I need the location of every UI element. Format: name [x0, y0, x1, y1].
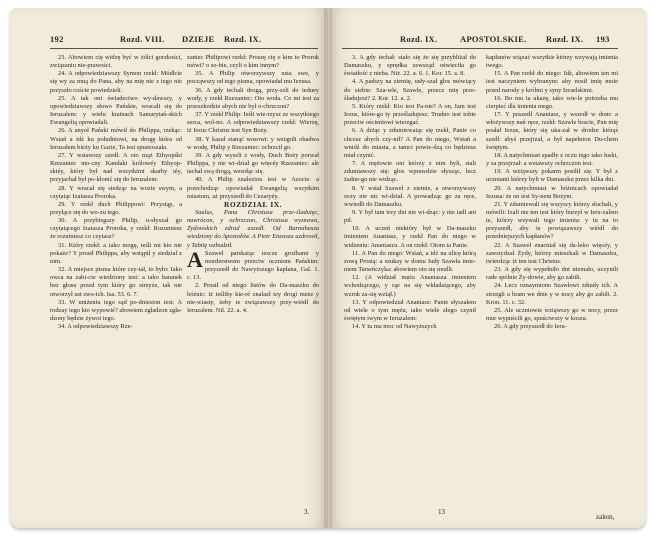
- running-head-chapter-left: Rozd. VIII.: [120, 34, 165, 44]
- verse: 5. Który rzekł: Kto iest Pa-nie? A on, Iam iest Iezus, które-go ty prześladujesz: Trudno iest tobie przeciw ościeniowi wierzgać.: [344, 102, 476, 127]
- verse: 19. A wziąwszy pokarm posilił się. Y był z uczniami którzy byli w Damaszku przez kilka dni.: [486, 168, 618, 184]
- verse: 33. W uniżeniu iego sąd po-dniesion iest: A rodzay iego kto wypowié? abowiem zgładzon zgła-dzony będzie żywot iego.: [50, 298, 182, 322]
- drop-cap: A: [187, 246, 203, 272]
- left-page: [10, 8, 328, 528]
- verse: 29. Y rzekł duch Philippowi: Przystąp, a przyłącz się do wo-zu tego.: [50, 200, 182, 216]
- right-page-column-2: [486, 54, 618, 331]
- header-rule: [50, 48, 318, 49]
- verse: 9. Y był tam trzy dni nie wi-dząc: y nie iadł ani pił.: [344, 208, 476, 225]
- verse: 27. Y wstawszy szedł. A oto mąż Ethyopśki Rzezaniec mo-cny Kandaki królowéy Ethyop-skiéy, który był nad wszytkimi skarby iéy, przyjachał był po-kłonić się do Ieruzalem:: [50, 151, 182, 184]
- verse: 13. Y odpowiedział Ananiasz: Panie słyszałem od wiele o tym mężu, iako wiele złego czynił świętym twym w Ieruzalem:: [344, 298, 476, 322]
- right-page: [328, 8, 646, 528]
- verse: 24. A odpowiedziawszy Symon rzekł: Módlcie się wy za mną do Pana, aby na mię nie z tego nie przyszło coście powiedzieli.: [50, 70, 182, 94]
- header-rule: [342, 48, 618, 49]
- verse: 34. A odpowiedziawszy Rze-: [58, 323, 133, 331]
- verse: 12. (A widział męża Ananiasza imieniem wchodzącego, y rąe na się wkładaiącego, aby wzrok za-się wziął.): [344, 274, 476, 298]
- running-head: [10, 34, 328, 46]
- signature-mark: 3.: [304, 508, 310, 516]
- verse: 37. Y rzekł Philip: Ieśli wie-rzysz ze wszytkiego serca, wol-no. A odpowiedziawszy rzekł: Wierzę, iż Iezus Christus iest Syn Boży.: [187, 111, 319, 135]
- verse: 7. A mężowie oni którzy z nim byli, stali zdumiawszy się: głos wprawdzie słysząc, lecz żadne-go nie widząc.: [344, 160, 476, 184]
- verse: 11. A Pan do niego: Wstań, a idź na ulicę którą zową Prostą: a szukay w domu Iudy Szawła imie-niem Tarseńczyka: abowiem oto się modli.: [344, 249, 476, 274]
- verse: 6. A drżąc y zdumiewaiąc się rzekł, Panie co chcesz abych czy-nił? A Pan do niego, Wstań a wnidź do miasta, a tamci powie-dzą co będziesz miał czynić.: [344, 127, 476, 159]
- verse: zaniec Philipowi rzekł: Proszę cię o kim to Prorok mówi? o so-bie, czyli o kim innym?: [187, 54, 319, 70]
- verse: 10. A uczeń niektóry był w Da-maszku imieniem Ananiasz, y rzekł Pan do niego w widzeniu: Ananiaszu. A on rzekł: Otom ia Panie.: [344, 225, 476, 249]
- verse: 32. A miejsce pisma które czy-tał, to było: Iako owca na zabi-cie wiedziony iest: a iako baranek bez głosu przed tym który go strzyże, tak nie otworzył ust swo-ich. Isa. 53. 6. 7.: [50, 266, 182, 298]
- page-number: 193: [596, 34, 610, 44]
- verse: 17. Y poszedł Ananiasz, y wszedł w dom: a włożywszy nań ręce, rzekł: Szawle bracie, Pan mię posłał Iezus, który się uka-zał w drodze którąś szedł: abyś przejrzał, a był napełnion Du-chem świętym.: [486, 111, 618, 151]
- chapter-summary: Saulus, Pana Christusa prze-śladuięc, nawrócon, y ochrzczon, Christusa wyznawa, Żydowskich zdrad uszedł. Od Barnabasza wiedziony do Apostołów. A Piotr Eneasza uzdrowił, y Tabitę wzbudził.: [187, 208, 319, 249]
- verse: 2. Prosił od niego listów do Da-maszku do bóżnic: iż ieśliby kie-ré znalazł tey drogi meże y nie-wiasty, żeby ie związawszy przy-wiódł do Ieruzalem. Nil. 22. a. 4.: [187, 282, 319, 314]
- right-page-column-1: [344, 54, 476, 331]
- verse: 28. Y wracał się siedząc na wozie swym, a czytaiąc Izaiasza Proroka.: [50, 184, 182, 200]
- running-head-chapter-right: Rozd. IX.: [546, 34, 584, 44]
- verse: 23. A gdy się wypełniło dni niemało, uczynili rade spólnie Ży-dowie, aby go zabili.: [486, 266, 618, 282]
- verse: 3. A gdy iechał: stało się że się przybliżał do Damaszku, y sprędka zewsząd oświeciła go światłość z nieba. Niż. 22. a. 6. 1. Kor. 15. a. 8.: [344, 54, 476, 78]
- verse: 31. Który rzekł: a iako mogę, ieśli mi kto nie pokaże? Y prosił Philippa, aby wstąpił y siedział z nim.: [50, 241, 182, 265]
- running-head-title: DZIEJE: [182, 34, 215, 44]
- left-page-column-2: [187, 54, 319, 315]
- running-head-chapter-right: Rozd. IX.: [224, 34, 262, 44]
- verse: 30. A przybiegszy Philip, u-słyszał go czytaiącego Izaiasza Proroka, y rzekł: Rozumiesz że rozumiesz co czytasz?: [50, 217, 182, 241]
- verse: Szaweł parskaiąc iescze groźbami y morderstwem przeciw uczniom Pańskim: przyszedł do Nawyższego kapłana, Gal. 1. c. 13.: [187, 249, 319, 282]
- book-gutter: [324, 8, 332, 528]
- verse: 35. A Philip otworzywszy usta swe, y począwszy od tego pisma, opowiadał mu Iezusa.: [187, 70, 319, 86]
- verse: 36. A gdy iechali drogą, przy-szli do ieduey wody, y rzekł Rzezaniec: Oto woda. Co mi iest za przeszkodzie abych nie był o-chrzczon?: [187, 86, 319, 110]
- verse: 21. Y zdumiewali się wszyscy którzy słuchali, y mówili: Izali nie ten iest który burzył w Ieru-zalem te, którzy wzywali tego imienia: y tu na to przyszedł, aby ie powiązawszy wiódł do przedniejszych kapłanów?: [486, 200, 618, 241]
- verse: kapłanów wiązać wszytkie którzy wzywają imienia twego.: [486, 54, 618, 70]
- running-head: [328, 34, 646, 46]
- verse: 14. Y tu ma moc od Nawyższych: [352, 323, 437, 331]
- page-number: 192: [50, 34, 64, 44]
- verse: 26. A gdy przyszedł do Ieru-: [494, 323, 567, 331]
- verse: 18. A natychmiast spadły z oczu iego iako łuski, y za przejrzał: a wstawszy ochrzczon iest.: [486, 151, 618, 168]
- verse: 20. A natychmiast w bóżnicach opowiadał Iezusa: że on iest Sy-nem Bożym.: [486, 184, 618, 200]
- verse: 22. A Szaweł znacniał się da-leko więcéy, y zawstydzał Żydy, którzy mieszkali w Damaszku, twierdząc iż ten iest Christus.: [486, 241, 618, 265]
- verse: 25. Ale uczniowie wziąwszy go w nocy, przez mur wypuścili go, spuściwszy w koszu.: [486, 306, 618, 322]
- chapter-opening: [187, 246, 319, 283]
- running-head-title: APOSTOLSKIE.: [460, 34, 527, 44]
- verse: 26. A anyoł Pański mówił do Philippa, rzekąc: Wstań a idź ku południowi, na drogę która od Ieruzalem bieży ku Gazie, Ta iest spustoszała.: [50, 127, 182, 151]
- signature-mark: 13: [438, 508, 445, 516]
- verse: 39. A gdy wyszli z wody, Duch Boży porwał Philippa, y nie wi-dział go więcéy Rzezaniec: ale iachał swą drogą, wesołąc się.: [187, 151, 319, 176]
- left-page-column-1: [50, 54, 182, 331]
- verse: 25. A tak oni świadectwo wy-dawszy, y opowiedziawszy słowo Pańskie, wracali się do Ieruzalem: y wielu krainach Samarytań-skich Ewangelią opowiadali.: [50, 94, 182, 127]
- verse: 4. A padszy na ziemię, usły-szał głos mówiący do siebie: Sza-wle, Szawle, przecz mię prze-śladujesz? 2. Kor. 12. a. 2.: [344, 78, 476, 102]
- verse: 15. A Pan rzekł do niego: Idź, abowiem ten mi iest naczyniem wybranym: aby nosił imię moie przed narody y królmi y syny Izraelskimi.: [486, 70, 618, 94]
- verse: 38. Y kazał stanąć wozowi: y wstąpili obadwa w wodę, Philip y Rzezaniec: ochrzcił go.: [187, 135, 319, 151]
- chapter-title: ROZDZIAŁ IX.: [223, 199, 283, 209]
- verse: 24. Lecz oznaymiono Szawłowi zdrady ich. A strzegli u bram we dnie y w nocy aby go zabili. 2. Kron. 11. c. 32.: [486, 282, 618, 306]
- catchword: zalem,: [596, 513, 615, 521]
- verse: 8. Y wstał Szaweł z ziemie, a otworzywszy oczy nie nic wi-dział. A prowadząc go za ręce, wwiedli do Damaszku.: [344, 184, 476, 208]
- verse: 40. A Philip znaleziou iest w Azocie: a przechodząc opowiadał Ewangelią wszytkim miastom, aż przyszedł do Cezaryéy.: [187, 176, 319, 200]
- running-head-chapter-left: Rozd. IX.: [400, 34, 438, 44]
- open-book: [10, 8, 646, 528]
- verse: 16. Bo mu ia ukażę, iako wie-le potrzeba mu cierpieć dla imienia mego.: [486, 94, 618, 110]
- verse: 23. Abowiem cię widzę być w żółci gorzkości, związaniu nie-prawości.: [50, 54, 182, 70]
